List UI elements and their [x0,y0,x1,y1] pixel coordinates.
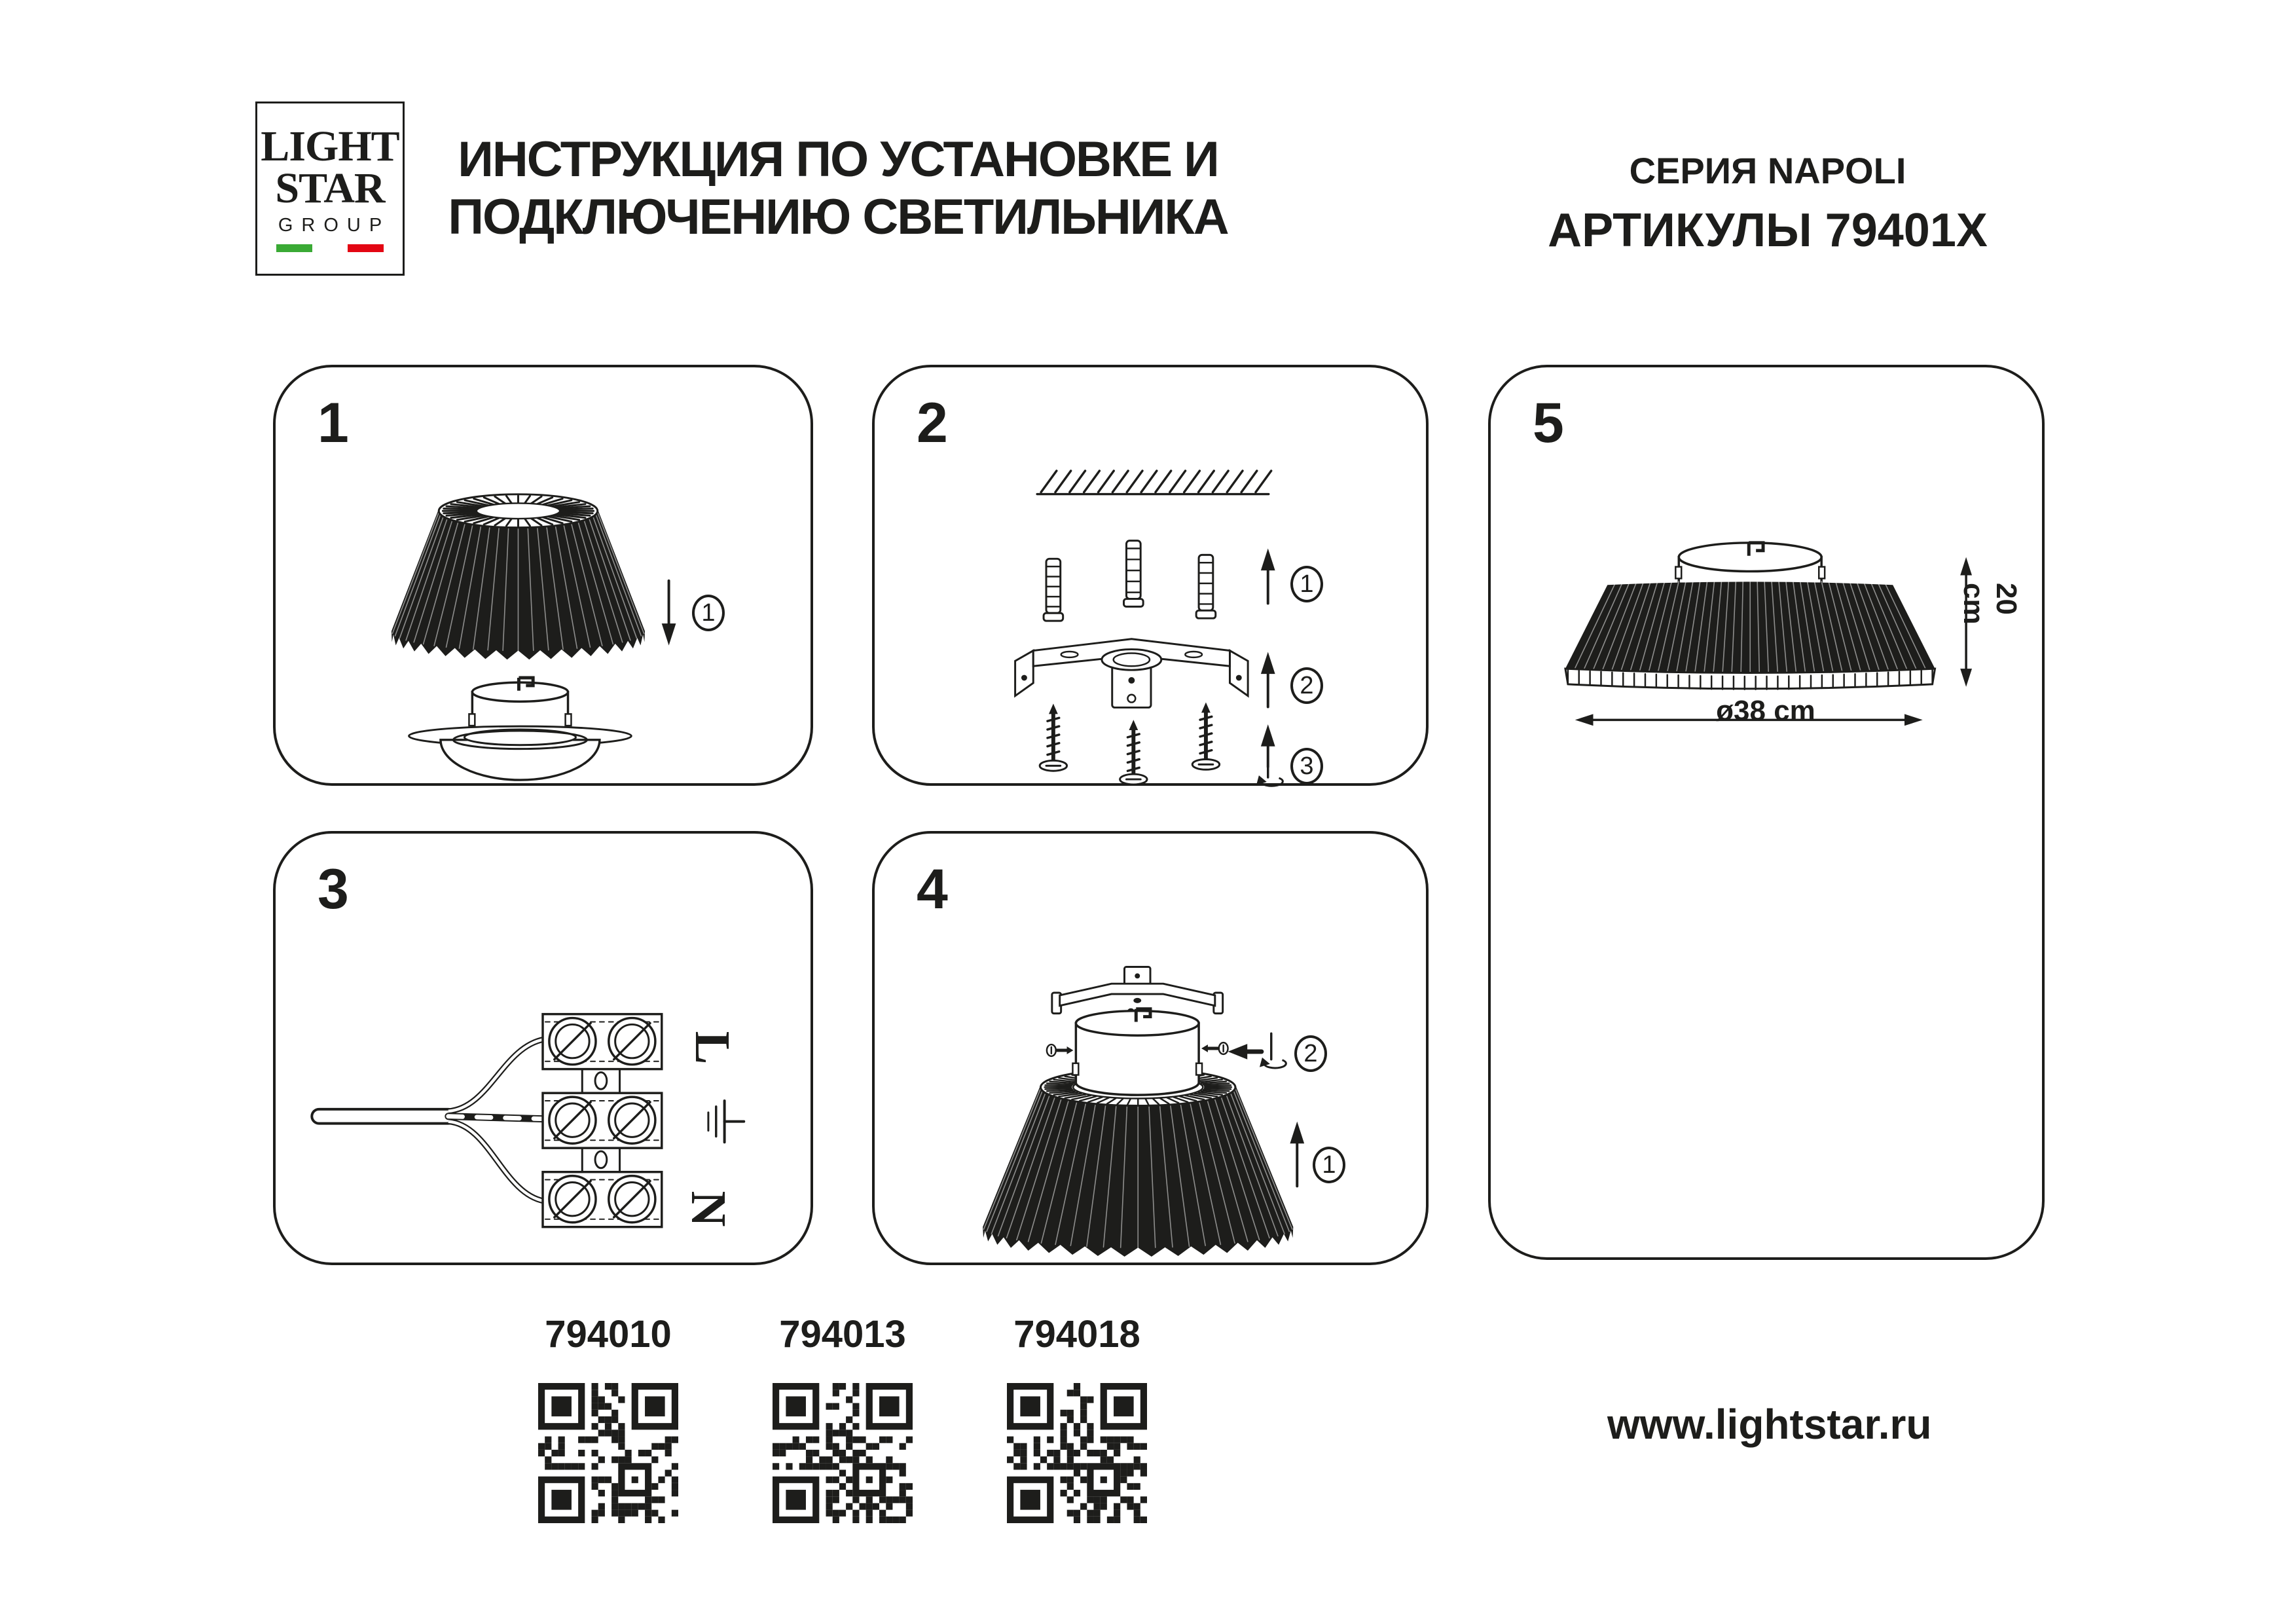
panel-number: 3 [318,858,349,921]
shade-and-base-diagram [276,367,811,783]
page-title [419,131,1257,246]
panel-number: 4 [917,858,948,921]
diameter-dimension-label: ø38 cm [1716,695,1815,727]
article-code-2: 794013 [779,1313,906,1356]
italy-flag-icon [276,244,384,252]
line-terminal-label: L [685,1031,740,1065]
qr-code-794010 [538,1383,678,1523]
flag-white-stripe [312,244,348,252]
page-title-line1: ИНСТРУКЦИЯ ПО УСТАНОВКЕ И [458,132,1218,187]
step-1-badge: 1 [1313,1147,1345,1183]
step-1-badge: 1 [1290,566,1323,602]
lightstar-logo [255,101,405,276]
series-name: СЕРИЯ NAPOLI [1629,150,1906,191]
qr-code-794013 [773,1383,913,1523]
flag-green-stripe [276,244,312,252]
website-url: www.lightstar.ru [1607,1401,1932,1448]
panel-step-1 [273,365,813,786]
dimensions-diagram [1491,367,2042,1257]
panel-number: 5 [1533,392,1564,454]
step-2-badge: 2 [1294,1035,1327,1072]
body-assembly-diagram [875,834,1426,1263]
articles-title: АРТИКУЛЫ 79401X [1548,204,1988,257]
article-code-3: 794018 [1013,1313,1140,1356]
logo-word-group: GROUP [278,215,391,236]
panel-step-4 [872,831,1429,1265]
height-dimension-label: 20 cm [1958,583,2022,625]
step-2-badge: 2 [1290,667,1323,704]
article-code-1: 794010 [545,1313,672,1356]
series-header [1493,149,2043,257]
step-3-badge: 3 [1290,748,1323,784]
logo-word-star: STAR [275,164,385,212]
flag-red-stripe [348,244,384,252]
ceiling-mounting-diagram [875,367,1426,783]
logo-word-light: LIGHT [261,122,399,170]
panel-dimensions [1488,365,2045,1260]
panel-number: 1 [318,392,349,454]
step-1-badge: 1 [692,595,725,631]
neutral-terminal-label: N [681,1190,737,1227]
panel-step-2 [872,365,1429,786]
panel-step-3 [273,831,813,1265]
page-title-line2: ПОДКЛЮЧЕНИЮ СВЕТИЛЬНИКА [448,189,1228,245]
panel-number: 2 [917,392,948,454]
qr-code-794018 [1007,1383,1147,1523]
